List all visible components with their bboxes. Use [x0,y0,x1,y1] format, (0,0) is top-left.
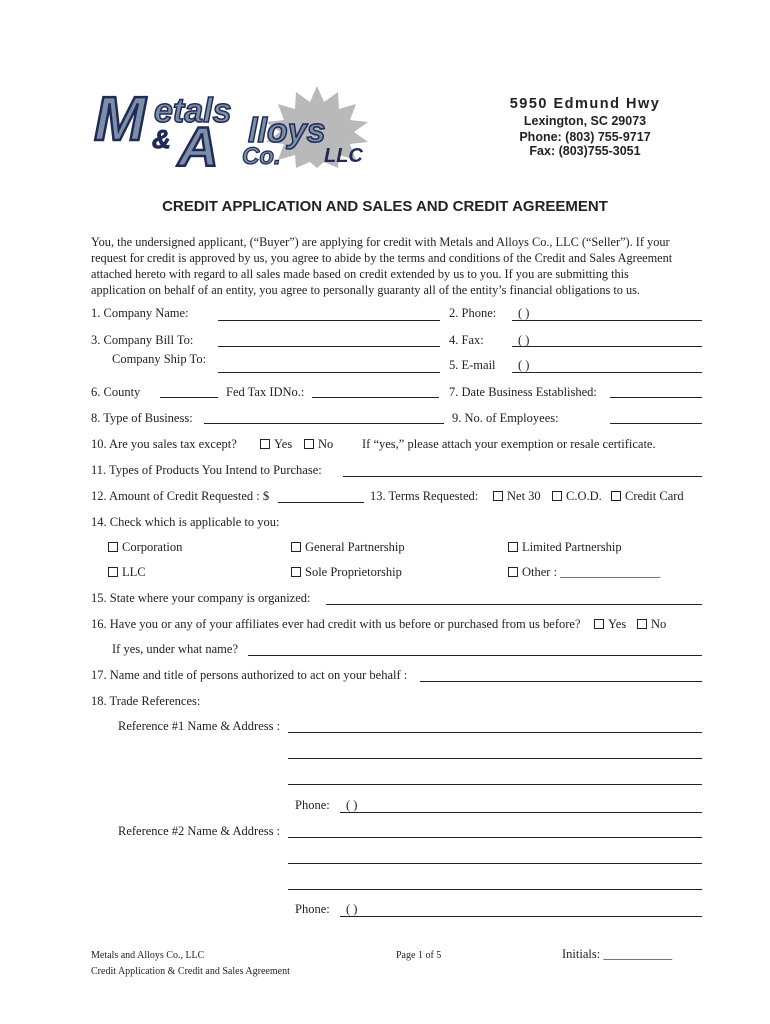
sales-tax-yes-option[interactable] [260,437,292,452]
phone-field[interactable] [512,320,702,321]
prior-name-field[interactable] [248,655,702,656]
sales-tax-label: 10. Are you sales tax except? [91,437,237,451]
reference-1-line-1[interactable] [288,732,702,733]
cod-label: C.O.D. [566,489,602,503]
reference-2-line-3[interactable] [288,889,702,890]
reference-2-area-code: ( ) [346,902,358,916]
reference-1-phone-field[interactable] [340,812,702,813]
checkbox-icon[interactable] [611,491,621,501]
checkbox-icon[interactable] [291,542,301,552]
prior-name-label: If yes, under what name? [112,642,238,656]
date-established-field[interactable] [610,397,702,398]
county-field[interactable] [160,397,218,398]
sales-tax-no-option[interactable] [304,437,333,452]
terms-credit-card-option[interactable] [611,489,684,504]
checkbox-icon[interactable] [108,567,118,577]
yes-label: Yes [274,437,293,451]
company-name-label: 1. Company Name: [91,306,189,320]
ship-to-label: Company Ship To: [112,352,207,366]
no-label: No [651,617,667,631]
employees-label: 9. No. of Employees: [452,411,559,425]
address-phone: Phone: (803) 755-9717 [519,130,651,144]
reference-2-label: Reference #2 Name & Address : [118,824,281,838]
terms-label: 13. Terms Requested: [370,489,479,503]
authorized-persons-label: 17. Name and title of persons authorized to act on your behalf : [91,668,408,682]
fed-tax-field[interactable] [312,397,439,398]
other-label: Other : ________________ [522,565,661,579]
other-option[interactable] [508,565,660,580]
fax-field[interactable] [512,346,702,347]
business-type-label: 8. Type of Business: [91,411,193,425]
checkbox-icon[interactable] [552,491,562,501]
reference-1-line-3[interactable] [288,784,702,785]
credit-amount-field[interactable] [278,502,364,503]
reference-1-phone-label: Phone: [295,798,330,812]
fed-tax-label: Fed Tax IDNo.: [226,385,305,399]
yes-label: Yes [608,617,627,631]
intro-paragraph [91,234,699,298]
bill-to-label: 3. Company Bill To: [91,333,194,347]
corporation-option[interactable] [108,540,182,555]
reference-1-label: Reference #1 Name & Address : [118,719,281,733]
entity-type-label: 14. Check which is applicable to you: [91,515,280,529]
checkbox-icon[interactable] [594,619,604,629]
bill-to-field[interactable] [218,346,440,347]
corporation-label: Corporation [122,540,183,554]
sole-proprietorship-option[interactable] [291,565,402,580]
sole-proprietorship-label: Sole Proprietorship [305,565,402,579]
intro-line: application on behalf of an entity, you agree to personally guaranty all of the entity’s financial obligations to us. [91,283,640,297]
reference-2-phone-label: Phone: [295,902,330,916]
llc-option[interactable] [108,565,146,580]
fax-area-code: ( ) [518,333,530,347]
llc-label: LLC [122,565,146,579]
reference-2-phone-field[interactable] [340,916,702,917]
terms-cod-option[interactable] [552,489,602,504]
credit-amount-label: 12. Amount of Credit Requested : $ [91,489,270,503]
phone-label: 2. Phone: [449,306,497,320]
svg-text:Co.: Co. [242,143,281,168]
general-partnership-option[interactable] [291,540,405,555]
email-field[interactable] [512,372,702,373]
checkbox-icon[interactable] [508,567,518,577]
prior-credit-yes-option[interactable] [594,617,626,632]
prior-credit-no-option[interactable] [637,617,666,632]
checkbox-icon[interactable] [508,542,518,552]
svg-text:M: M [94,85,146,154]
ship-to-field[interactable] [218,372,440,373]
trade-references-label: 18. Trade References: [91,694,201,708]
prior-credit-label: 16. Have you or any of your affiliates ever had credit with us before or purchased from us before? [91,617,581,631]
checkbox-icon[interactable] [291,567,301,577]
intro-line: request for credit is approved by us, you agree to abide by the terms and conditions of the Credit and Sales Agreement [91,251,673,265]
fax-label: 4. Fax: [449,333,484,347]
checkbox-icon[interactable] [108,542,118,552]
intro-line: You, the undersigned applicant, (“Buyer”) are applying for credit with Metals and Alloys Co., LLC (“Seller”). If your [91,235,670,249]
reference-1-line-2[interactable] [288,758,702,759]
page-title: CREDIT APPLICATION AND SALES AND CREDIT AGREEMENT [162,198,608,215]
credit-card-label: Credit Card [625,489,684,503]
business-type-field[interactable] [204,423,444,424]
checkbox-icon[interactable] [493,491,503,501]
address-city: Lexington, SC 29073 [523,114,647,128]
footer-page-number: Page 1 of 5 [396,950,442,961]
exemption-note: If “yes,” please attach your exemption or resale certificate. [362,437,656,451]
address-block [490,96,680,158]
limited-partnership-option[interactable] [508,540,622,555]
checkbox-icon[interactable] [637,619,647,629]
county-label: 6. County [91,385,141,399]
phone-area-code: ( ) [518,306,530,320]
products-field[interactable] [343,476,702,477]
limited-partnership-label: Limited Partnership [522,540,622,554]
reference-1-area-code: ( ) [346,798,358,812]
checkbox-icon[interactable] [260,439,270,449]
state-organized-label: 15. State where your company is organized: [91,591,311,605]
products-label: 11. Types of Products You Intend to Purchase: [91,463,322,477]
reference-2-line-1[interactable] [288,837,702,838]
email-paren: ( ) [518,358,530,372]
svg-text:lloys: lloys [248,112,326,150]
svg-text:etals: etals [154,92,232,130]
date-established-label: 7. Date Business Established: [449,385,597,399]
address-street: 5950 Edmund Hwy [509,96,661,112]
employees-field[interactable] [610,423,702,424]
intro-line: attached hereto with regard to all sales made based on credit extended by us to you. If you are submitting this [91,267,629,281]
authorized-persons-field[interactable] [420,681,702,682]
svg-text:&: & [152,124,171,154]
state-organized-field[interactable] [326,604,702,605]
footer-company: Metals and Alloys Co., LLC [91,950,205,961]
footer-initials: Initials: ___________ [562,947,673,961]
company-name-field[interactable] [218,320,440,321]
no-label: No [318,437,334,451]
terms-net30-option[interactable] [493,489,541,504]
reference-2-line-2[interactable] [288,863,702,864]
company-logo [92,82,422,168]
checkbox-icon[interactable] [304,439,314,449]
net30-label: Net 30 [507,489,541,503]
footer-document-name: Credit Application & Credit and Sales Agreement [91,966,290,977]
email-label: 5. E-mail [449,358,496,372]
svg-text:A: A [178,115,219,168]
general-partnership-label: General Partnership [305,540,405,554]
svg-text:LLC: LLC [324,145,363,167]
logo-graphic [92,82,422,168]
address-fax: Fax: (803)755-3051 [529,144,641,158]
